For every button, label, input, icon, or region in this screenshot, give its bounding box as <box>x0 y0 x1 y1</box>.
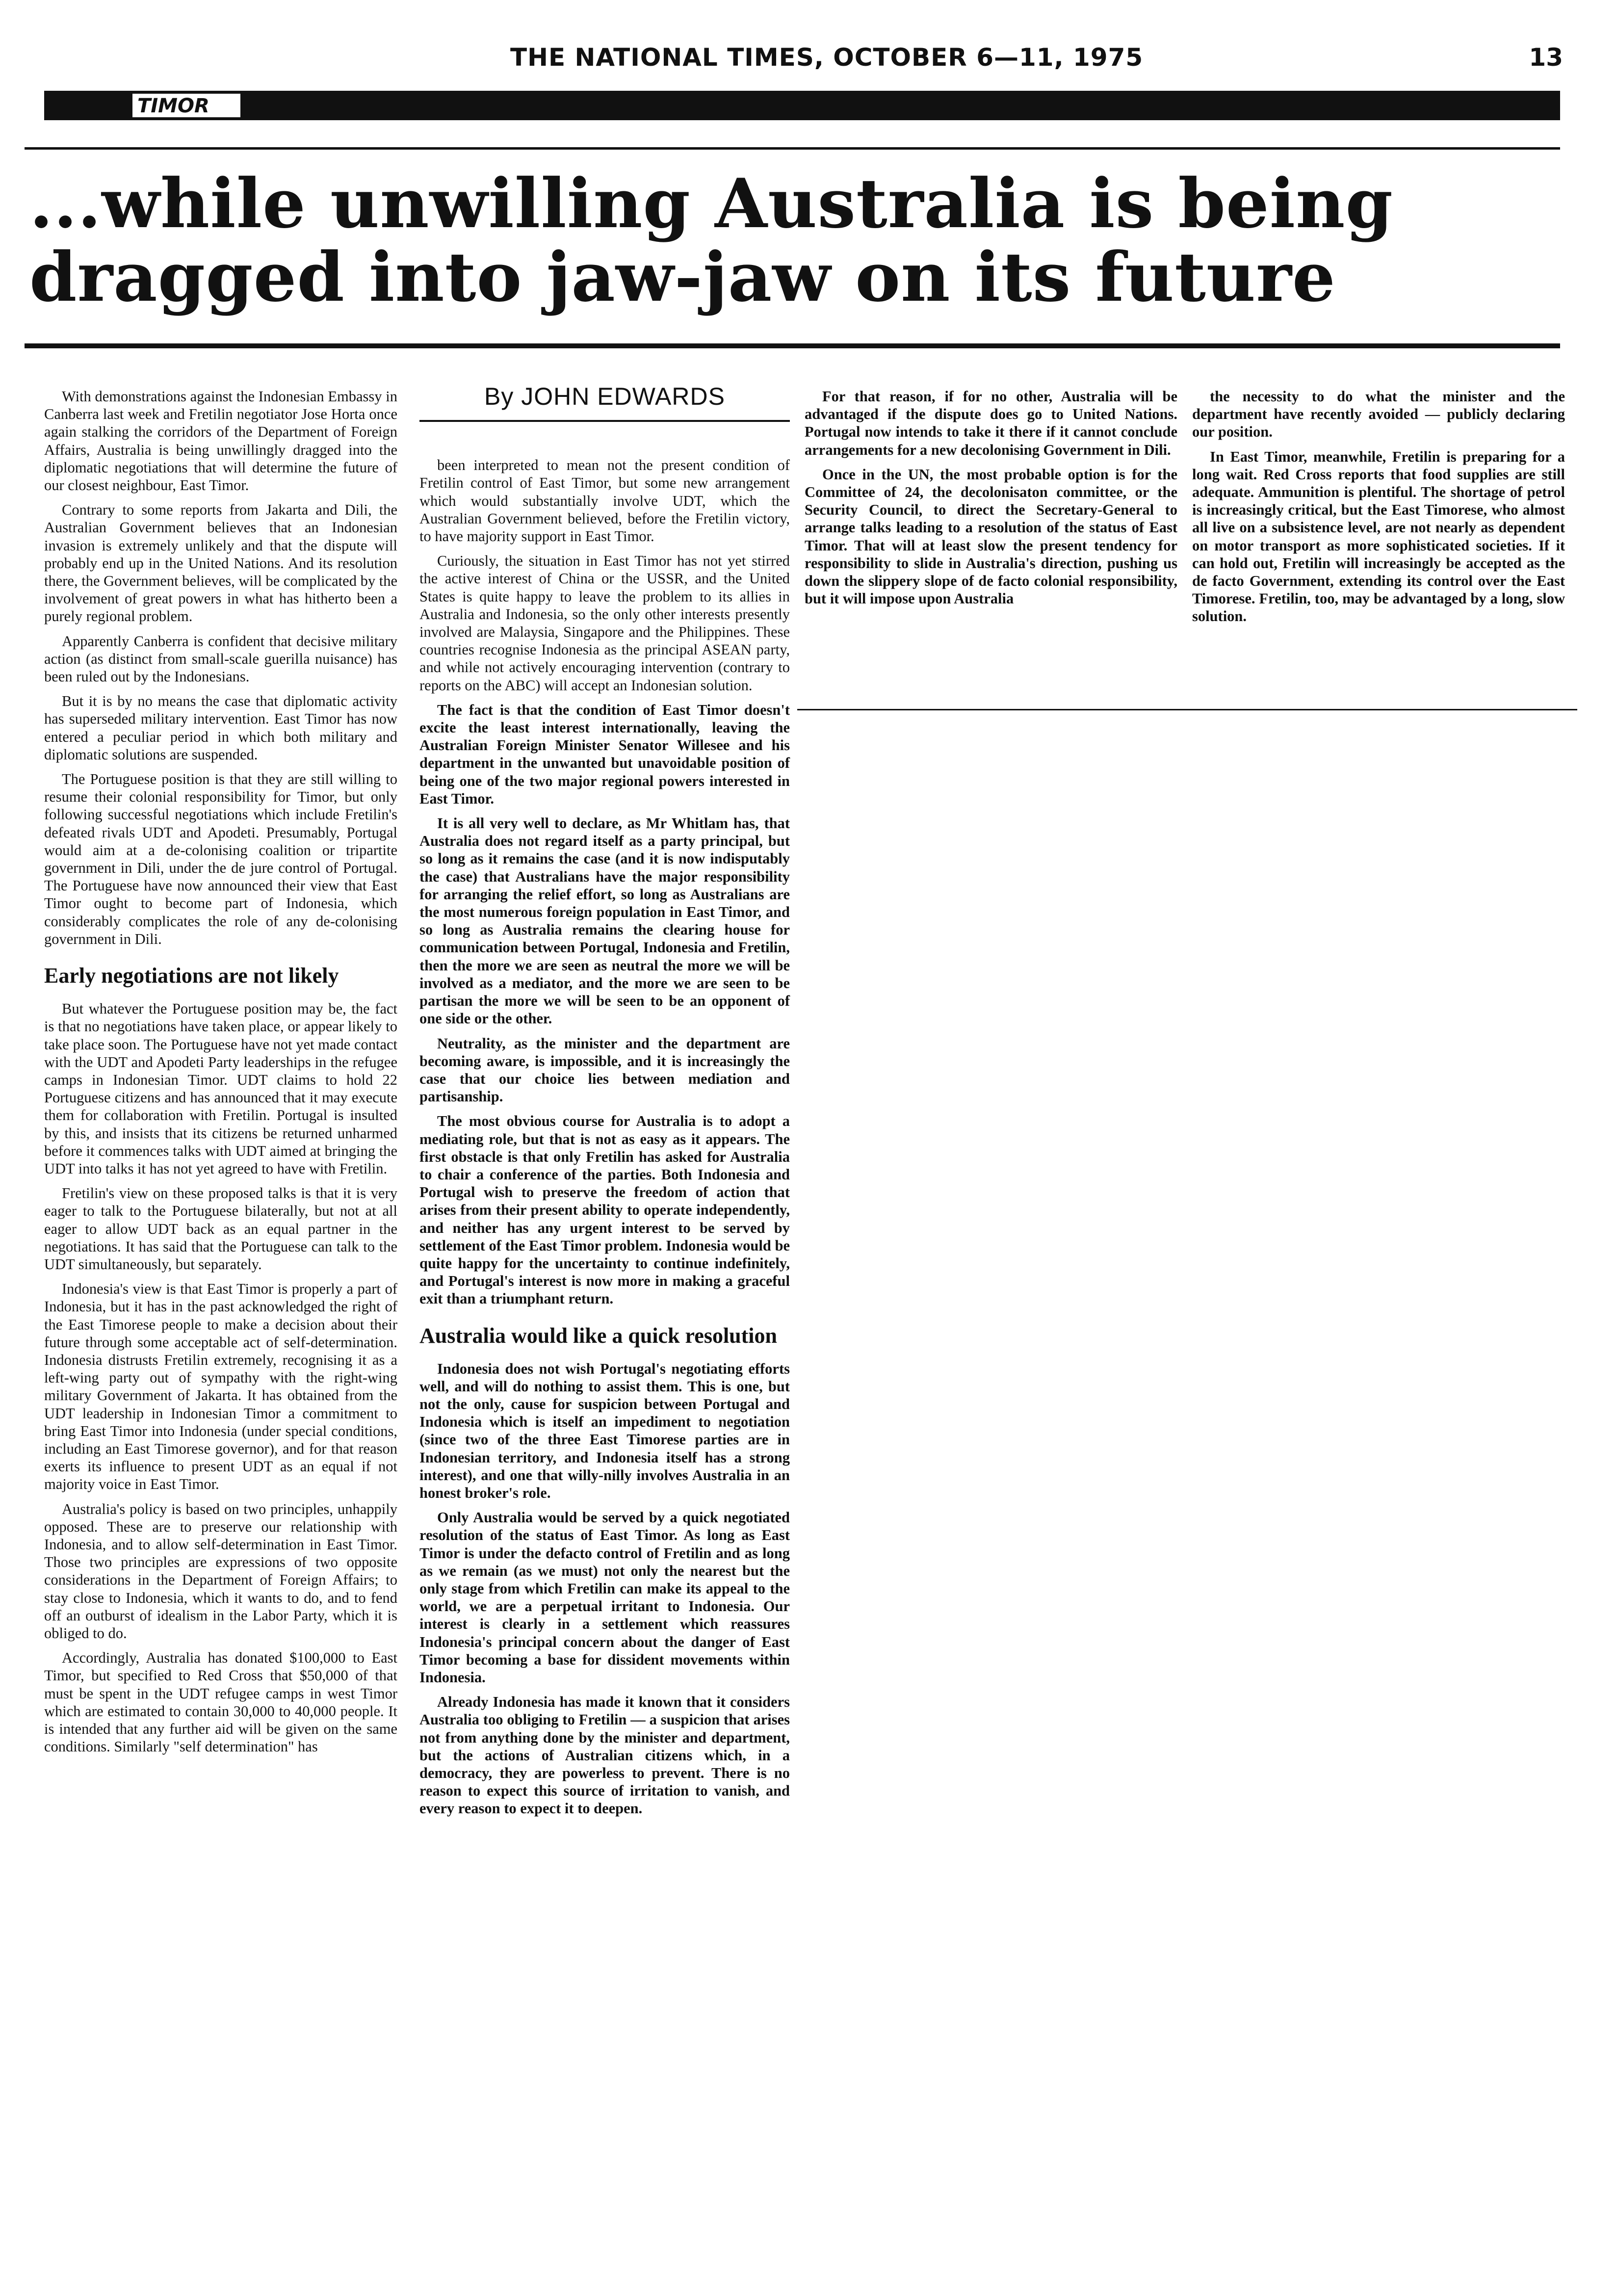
paragraph: Indonesia's view is that East Timor is properly a part of Indonesia, but it has in the past acknowledged the right of the East Timorese people to make a decision about their future through some acceptable act of self-determination. Indonesia distrusts Fretilin extremely, recognising it as a left-wing party out of sympathy with the right-wing military Government of Jakarta. It has obtained from the UDT leadership in Indonesian Timor a commitment to bring East Timor into Indonesia (under special conditions, including an East Timorese governor), and for that reason exerts its influence to present UDT as an equal if not majority voice in East Timor. <box>44 1280 397 1493</box>
paragraph: It is all very well to declare, as Mr Whitlam has, that Australia does not regard itself as a party principal, but so long as it remains the case (and it is now indisputably the case) that Australians have the major responsibility for arranging the relief effort, so long as Australians are the most numerous foreign population in East Timor, and so long as Australia remains the clearing house for communication between Portugal, Indonesia and Fretilin, then the more we are seen as neutral the more we will be involved as a mediator, and the more we are seen to be partisan the more we will be seen to be an opponent of one side or the other. <box>419 815 790 1027</box>
paragraph: Australia's policy is based on two principles, unhappily opposed. These are to preserve our relationship with Indonesia, and to allow self-determination in East Timor. Those two principles are expressions of two opposite considerations in the Department of Foreign Affairs; to stay close to Indonesia, which it wants to do, and to fend off an outburst of idealism in the Labor Party, which it is obliged to do. <box>44 1500 397 1642</box>
subheading: Early negotiations are not likely <box>44 964 339 988</box>
column-4 <box>1192 388 1565 632</box>
headline: ...while unwilling Australia is being dragged into jaw-jaw on its future <box>29 163 1393 317</box>
paragraph: But whatever the Portuguese position may be, the fact is that no negotiations have taken place, or appear likely to take place soon. The Portuguese have not yet made contact with the UDT and Apodeti Party leaderships in the refugee camps in Indonesian Timor. UDT claims to hold 22 Portuguese citizens and has announced that it may execute them for collaboration with Fretilin. Portugal is insulted by this, and insists that its citizens be returned unharmed before it commences talks with UDT aimed at bringing the UDT into talks it has not yet agreed to have with Fretilin. <box>44 1000 397 1177</box>
paragraph: been interpreted to mean not the present condition of Fretilin control of East Timor, but some new arrangement which would substantially involve UDT, which the Australian Government believed, before the Fretilin victory, to have majority support in East Timor. <box>419 457 790 545</box>
paragraph: The fact is that the condition of East Timor doesn't excite the least interest internationally, leaving the Australian Foreign Minister Senator Willesee and his department in the unwanted but unavoidable position of being one of the two major regional powers interested in East Timor. <box>419 701 790 807</box>
paragraph: The Portuguese position is that they are still willing to resume their colonial responsibility for Timor, but only following successful negotiations which include Fretilin's defeated rivals UDT and Apodeti. Presumably, Portugal would aim at a de-colonising coalition or tripartite government in Dili, under the de jure control of Portugal. The Portuguese have now announced their view that East Timor ought to become part of Indonesia, which considerably complicates the role of any de-colonising government in Dili. <box>44 771 397 947</box>
page-number: 13 <box>1529 43 1563 72</box>
column-2 <box>419 383 790 1825</box>
paragraph: Only Australia would be served by a quick negotiated resolution of the status of East Timor. As long as East Timor is under the defacto control of Fretilin and as long as we remain (as we must) not only the nearest but the only stage from which Fretilin can make its appeal to the world, we are a perpetual irritant to Indonesia. Our interest is clearly in a settlement which reassures Indonesia's principal concern about the danger of East Timor becoming a base for dissident movements within Indonesia. <box>419 1509 790 1686</box>
paragraph: Apparently Canberra is confident that decisive military action (as distinct from small-scale guerilla nuisance) has been ruled out by the Indonesians. <box>44 632 397 685</box>
paragraph: Once in the UN, the most probable option is for the Committee of 24, the decolonisaton committee, or the Security Council, to direct the Secretary-General to arrange talks leading to a resolution of the status of East Timor. That will at least slow the present tendency for responsibility to slide in Australia's direction, pushing us down the slippery slope of de facto colonial responsibility, but it will impose upon Australia <box>805 466 1177 607</box>
subheading: Australia would like a quick resolution <box>419 1323 777 1348</box>
paragraph: Accordingly, Australia has donated $100,000 to East Timor, but specified to Red Cross that $50,000 of that must be spent in the UDT refugee camps in west Timor which are estimated to contain 30,000 to 40,000 people. It is intended that any further aid will be given on the same conditions. Similarly "self determination" has <box>44 1649 397 1755</box>
headline-rule <box>25 343 1560 348</box>
paragraph: With demonstrations against the Indonesian Embassy in Canberra last week and Fretilin negotiator Jose Horta once again stalking the corridors of the Department of Foreign Affairs, Australia is being unwillingly dragged into the diplomatic negotiations that will determine the future of our closest neighbour, East Timor. <box>44 388 397 494</box>
publication-dateline: THE NATIONAL TIMES, OCTOBER 6—11, 1975 <box>510 43 1144 72</box>
paragraph: Already Indonesia has made it known that it considers Australia too obliging to Fretilin — a suspicion that arises not from anything done by the minister and department, but the actions of Australian citizens which, in a democracy, they are powerless to prevent. There is no reason to expect this source of irritation to vanish, and every reason to expect it to deepen. <box>419 1694 790 1817</box>
paragraph: Curiously, the situation in East Timor has not yet stirred the active interest of China or the USSR, and the United States is quite happy to leave the problem to its allies in Australia and Indonesia, so the only other interests presently involved are Malaysia, Singapore and the Philippines. These countries recognise Indonesia as the principal ASEAN party, and while not actively encouraging intervention (contrary to reports on the ABC) will accept an Indonesian solution. <box>419 552 790 694</box>
paragraph: Contrary to some reports from Jakarta and Dili, the Australian Government believes that an Indonesian invasion is extremely unlikely and that the dispute will probably end up in the United Nations. And its resolution there, the Government believes, will be complicated by the involvement of great powers in what has hitherto been a purely regional problem. <box>44 501 397 625</box>
byline-rule <box>419 420 790 422</box>
paragraph: For that reason, if for no other, Australia will be advantaged if the dispute does go to United Nations. Portugal now intends to take it there if it cannot conclude arrangements for a new decolonising Government in Dili. <box>805 388 1177 458</box>
paragraph: The most obvious course for Australia is to adopt a mediating role, but that is not as easy as it appears. The first obstacle is that only Fretilin has asked for Australia to chair a conference of the parties. Both Indonesia and Portugal wish to preserve the freedom of action that arises from their present ability to operate independently, and neither has any urgent interest to be served by settlement of the East Timor problem. Indonesia would be quite happy for the uncertainty to continue indefinitely, and Portugal's interest is now more in making a graceful exit than a triumphant return. <box>419 1113 790 1307</box>
paragraph: Fretilin's view on these proposed talks is that it is very eager to talk to the Portuguese bilaterally, but not at all eager to allow UDT back as an equal partner in the negotiations. It has said that the Portuguese can talk to the UDT simultaneously, but separately. <box>44 1185 397 1273</box>
paragraph: the necessity to do what the minister and the department have recently avoided — publicly declaring our position. <box>1192 388 1565 441</box>
paragraph: But it is by no means the case that diplomatic activity has superseded military intervention. East Timor has now entered a peculiar period in which both military and diplomatic solutions are suspended. <box>44 693 397 763</box>
section-label: TIMOR <box>137 95 209 117</box>
masthead <box>0 43 1617 78</box>
section-bar <box>44 91 1560 120</box>
paragraph: Neutrality, as the minister and the department are becoming aware, is impossible, and it is increasingly the case that our choice lies between mediation and partisanship. <box>419 1035 790 1105</box>
paragraph: In East Timor, meanwhile, Fretilin is preparing for a long wait. Red Cross reports that food supplies are still adequate. Ammunition is plentiful. The shortage of petrol is increasingly critical, but the East Timorese, who almost all live on a subsistence level, are not nearly as dependent on motor transport as more sophisticated societies. If it can hold out, Fretilin will increasingly be accepted as the de facto Government, extending its control over the East Timorese. Fretilin, too, may be advantaged by a long, slow solution. <box>1192 448 1565 625</box>
byline: By JOHN EDWARDS <box>484 383 725 410</box>
paragraph: Indonesia does not wish Portugal's negotiating efforts well, and will do nothing to assist them. This is one, but not the only, cause for suspicion between Portugal and Indonesia which is itself an impediment to negotiation (since two of the three East Timorese parties are in Indonesian territory, and Indonesia itself has a strong interest), and one that willy-nilly involves Australia in an honest broker's role. <box>419 1360 790 1501</box>
column-3 <box>805 388 1177 614</box>
column-end-rule <box>797 709 1577 710</box>
column-1 <box>44 388 397 1762</box>
header-rule <box>25 147 1560 150</box>
